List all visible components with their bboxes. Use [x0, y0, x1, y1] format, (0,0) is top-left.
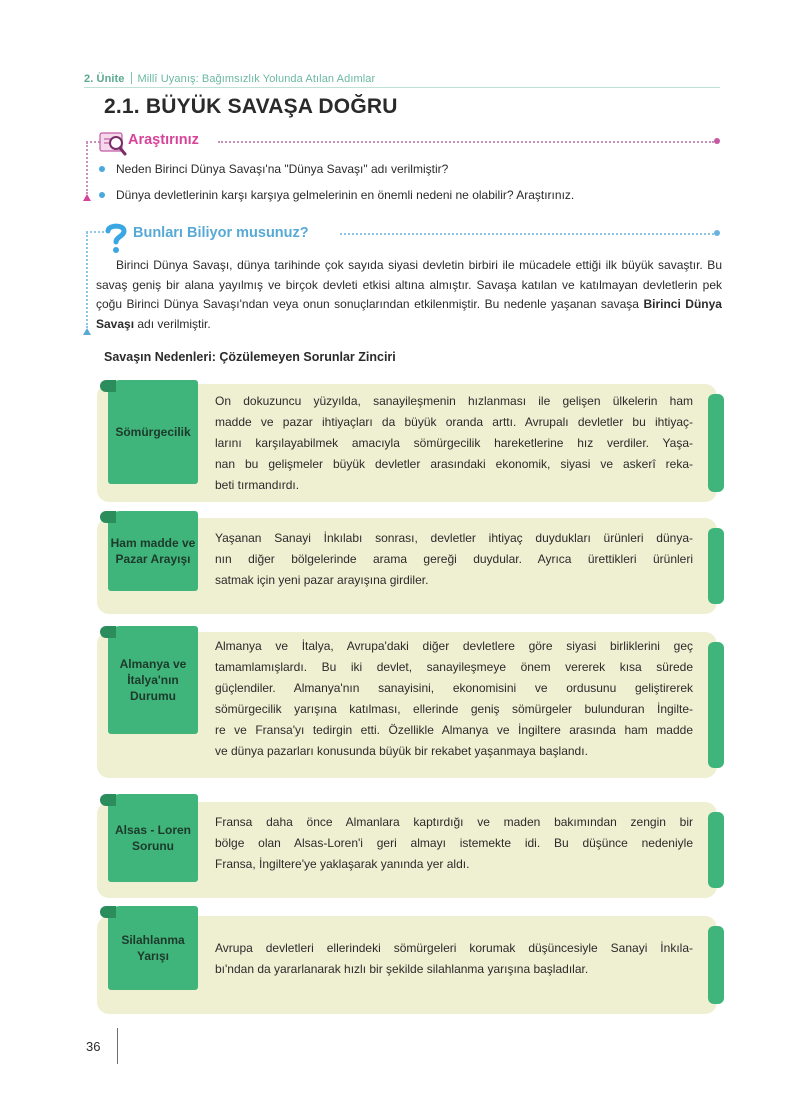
cause-description: On dokuzuncu yüzyılda, sanayileşmenin hızlanması ile gelişen ülkelerin ham madde ve pazar ihtiyaçları da büyük oranda arttı. Avrupalı devletler bu ihtiyaç- larını karşılayabilmek amacıyla sömürgecilik hareketlerine hız verdiler. Yaşa- nan bu gelişmeler büyük devletler arasındaki ekonomik, siyasi ve askerî reka- beti tırmandırdı. [215, 394, 693, 492]
research-list [96, 158, 574, 210]
research-title: Araştırınız [128, 132, 199, 148]
cause-label: Silahlanma Yarışı [121, 933, 185, 963]
card-accent-bar [708, 812, 724, 888]
running-head-separator [131, 72, 132, 84]
running-head-rule [84, 87, 720, 88]
card-accent-bar [708, 394, 724, 492]
tab-fold [100, 794, 116, 806]
cause-label: Almanya ve İtalya'nın Durumu [119, 657, 187, 703]
cause-label: Ham madde ve Pazar Arayışı [110, 536, 196, 566]
tab-fold [100, 626, 116, 638]
research-border-end-dot [714, 138, 720, 144]
research-corner-marker [83, 194, 91, 201]
page-number-rule [117, 1028, 118, 1064]
subheading: Savaşın Nedenleri: Çözülemeyen Sorunlar Zinciri [104, 350, 396, 364]
research-top-border [218, 141, 714, 143]
cause-label: Sömürgecilik [115, 425, 191, 439]
cause-description: Avrupa devletleri ellerindeki sömürgeleri korumak düşüncesiyle Sanayi İnkıla- bı'ndan da yararlanarak hızlı bir şekilde silahlanma yarışına başladılar. [215, 941, 693, 976]
did-you-know-title: Bunları Biliyor musunuz? [133, 225, 309, 241]
question-mark-icon [103, 222, 129, 254]
emphasis-term: Birinci Dünya Savaşı [96, 297, 722, 331]
unit-number: 2. Ünite [84, 73, 125, 85]
did-you-know-border-end-dot [714, 230, 720, 236]
cause-tab-raw-material [108, 511, 198, 591]
tab-fold [100, 906, 116, 918]
cause-tab-germany-italy [108, 626, 198, 734]
cause-tab-colonialism [108, 380, 198, 484]
list-item: Dünya devletlerinin karşı karşıya gelmelerinin en önemli nedeni ne olabilir? Araştırınız. [96, 184, 574, 210]
running-head [84, 72, 375, 85]
did-you-know-left-border [86, 232, 88, 328]
magnifier-icon [98, 130, 128, 158]
did-you-know-top-border [340, 233, 714, 235]
unit-title: Millî Uyanış: Bağımsızlık Yolunda Atılan Adımlar [137, 73, 376, 85]
page-number: 36 [86, 1039, 101, 1054]
list-item: Neden Birinci Dünya Savaşı'na "Dünya Savaşı" adı verilmiştir? [96, 158, 574, 184]
bullet-icon [99, 166, 105, 172]
cause-tab-alsace-lorraine [108, 794, 198, 882]
section-title: 2.1. BÜYÜK SAVAŞA DOĞRU [104, 95, 398, 118]
card-accent-bar [708, 528, 724, 604]
tab-fold [100, 380, 116, 392]
cause-description: Fransa daha önce Almanlara kaptırdığı ve maden bakımından zengin bir bölge olan Alsas-Loren'i geri almayı istemekte idi. Bu düşünce nedeniyle Fransa, İngiltere'ye yaklaşarak yanında yer aldı. [215, 815, 693, 871]
research-left-border [86, 142, 88, 194]
cause-description: Yaşanan Sanayi İnkılabı sonrası, devletler ihtiyaç duydukları ürünleri dünya- nın diğer bölgelerinde arama gereği duydular. Ayrıca ürettikleri ürünleri satmak için yeni pazar arayışına girdiler. [215, 531, 693, 587]
card-accent-bar [708, 926, 724, 1004]
card-accent-bar [708, 642, 724, 768]
did-you-know-top-border-start [86, 231, 104, 233]
did-you-know-corner-marker [83, 328, 91, 335]
cause-label: Alsas - Loren Sorunu [114, 823, 192, 853]
cause-description: Almanya ve İtalya, Avrupa'daki diğer devletlere göre siyasi birliklerini geç tamamlamışlardı. Bu iki devlet, sanayileşmeye önem vererek kısa sürede güçlendiler. Almanya'nın sanayisini, ekonomisini ve ordusunu geliştirerek sömürgecilik yarışına katılması, ellerinde geniş sömürgeler bulunduran İngilte- re ve Fransa'yı tedirgin etti. Özellikle Almanya ve İngiltere arasında ham madde ve dünya pazarları konusunda büyük bir rekabet yaşanmaya başlandı. [215, 639, 693, 758]
did-you-know-paragraph: Birinci Dünya Savaşı, dünya tarihinde çok sayıda siyasi devletin birbiri ile mücadele ettiği ilk büyük savaştır. Bu savaş geniş bir alana yayılmış ve birçok devleti etkisi altına almıştır. Savaşa katılan ve katılmayan devletlerin pek çoğu Birinci Dünya Savaşı'ndan veya onun sonuçlarından etkilenmiştir. Bu nedenle yaşanan savaşa Birinci Dünya Savaşı adı verilmiştir. [96, 258, 722, 331]
cause-tab-arms-race [108, 906, 198, 990]
tab-fold [100, 511, 116, 523]
bullet-icon [99, 192, 105, 198]
